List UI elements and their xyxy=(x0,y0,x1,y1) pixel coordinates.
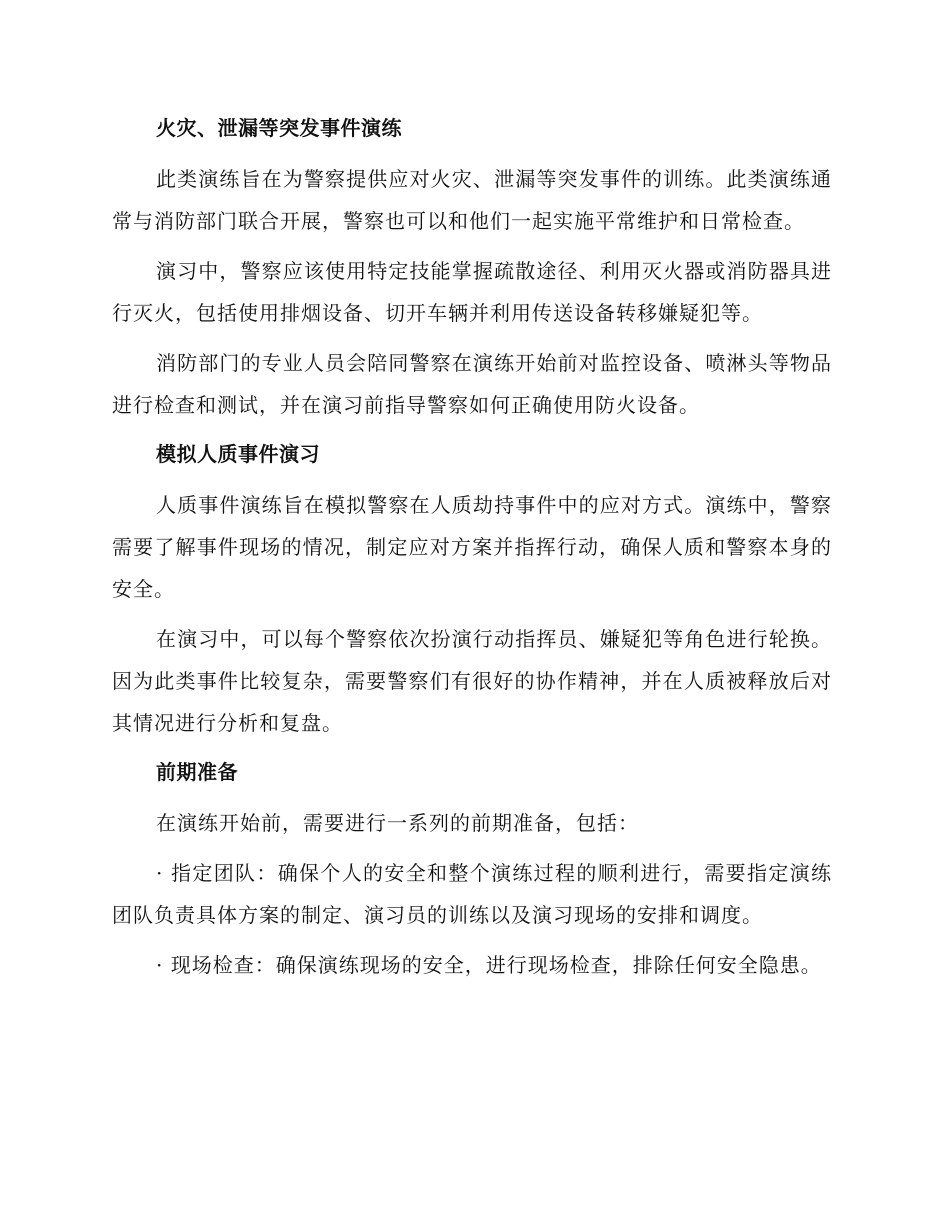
paragraph: 人质事件演练旨在模拟警察在人质劫持事件中的应对方式。演练中，警察需要了解事件现场的情况，制定应对方案并指挥行动，确保人质和警察本身的安全。 xyxy=(112,493,832,601)
bullet-paragraph: · 指定团队：确保个人的安全和整个演练过程的顺利进行，需要指定演练团队负责具体方案的制定、演习员的训练以及演习现场的安排和调度。 xyxy=(112,861,832,927)
paragraph: 演习中，警察应该使用特定技能掌握疏散途径、利用灭火器或消防器具进行灭火，包括使用排烟设备、切开车辆并利用传送设备转移嫌疑犯等。 xyxy=(112,259,832,325)
section-heading: 火灾、泄漏等突发事件演练 xyxy=(156,116,402,140)
section-heading: 前期准备 xyxy=(156,760,238,784)
paragraph: 消防部门的专业人员会陪同警察在演练开始前对监控设备、喷淋头等物品进行检查和测试，并在演习前指导警察如何正确使用防火设备。 xyxy=(112,351,832,417)
document-body xyxy=(112,108,832,994)
paragraph: 此类演练旨在为警察提供应对火灾、泄漏等突发事件的训练。此类演练通常与消防部门联合开展，警察也可以和他们一起实施平常维护和日常检查。 xyxy=(112,167,832,233)
bullet-paragraph: · 现场检查：确保演练现场的安全，进行现场检查，排除任何安全隐患。 xyxy=(156,953,822,977)
section-heading: 模拟人质事件演习 xyxy=(156,442,320,466)
paragraph: 在演练开始前，需要进行一系列的前期准备，包括： xyxy=(156,811,639,835)
paragraph: 在演习中，可以每个警察依次扮演行动指挥员、嫌疑犯等角色进行轮换。因为此类事件比较复杂，需要警察们有很好的协作精神，并在人质被释放后对其情况进行分析和复盘。 xyxy=(112,627,832,735)
